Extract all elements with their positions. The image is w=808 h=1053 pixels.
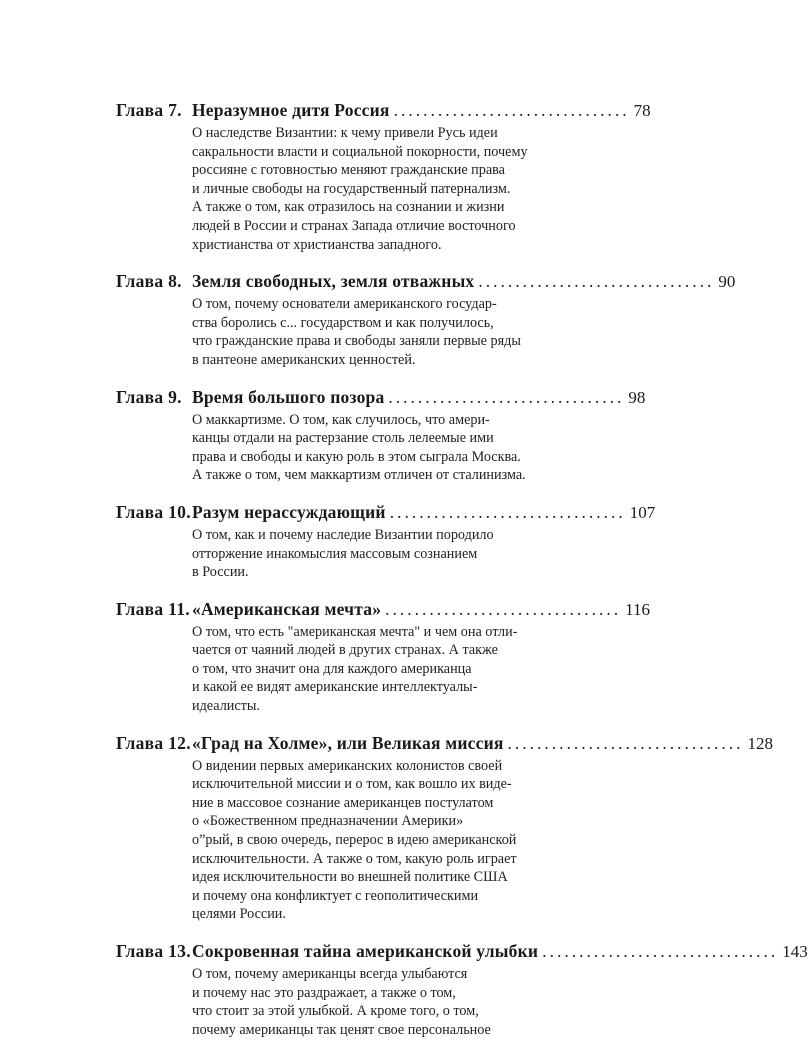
description-line: А также о том, как отразилось на сознании и жизни xyxy=(192,199,505,216)
description-line: людей в России и странах Запада отличие восточного xyxy=(192,217,516,234)
toc-entry-heading xyxy=(116,384,646,411)
chapter-description xyxy=(192,295,582,369)
chapter-description xyxy=(192,965,582,1039)
toc-entry-ch9 xyxy=(116,384,646,485)
chapter-title: Неразумное дитя Россия xyxy=(192,100,390,120)
description-line: права и свободы и какую роль в этом сыграла Москва. xyxy=(192,448,521,465)
leader-dots: ................................ xyxy=(393,100,630,120)
chapter-description xyxy=(192,124,582,254)
description-line: исключительной миссии и о том, как вошло их виде- xyxy=(192,776,512,793)
description-line: идея исключительности во внешней политике США xyxy=(192,869,508,886)
description-line: канцы отдали на растерзание столь лелеемые ими xyxy=(192,430,494,447)
page-number: 90 xyxy=(718,272,736,292)
chapter-description xyxy=(192,526,582,582)
toc-entry-heading xyxy=(116,499,656,526)
description-line: и почему нас это раздражает, а также о том, xyxy=(192,984,456,1001)
chapter-description xyxy=(192,623,582,716)
description-line: О том, почему американцы всегда улыбаются xyxy=(192,966,468,982)
page-number: 98 xyxy=(628,387,646,407)
leader-dots: ................................ xyxy=(507,732,744,753)
description-line: идеалисты. xyxy=(192,698,260,715)
leader-dots: ................................ xyxy=(478,271,715,292)
chapter-description xyxy=(192,757,582,924)
description-line: исключительности. А также о том, какую роль играет xyxy=(192,850,517,867)
chapter-title: Время большого позора xyxy=(192,386,385,407)
description-line: О том, как и почему наследие Византии породило xyxy=(192,526,494,543)
chapter-number: Глава 9. xyxy=(116,386,182,407)
toc-entry-ch11 xyxy=(116,596,651,716)
description-line: что гражданские права и свободы заняли первые ряды xyxy=(192,333,521,350)
table-of-contents xyxy=(116,97,808,1053)
description-line: сакральности власти и социальной покорности, почему xyxy=(192,143,528,160)
description-line: и личные свободы на государственный патернализм. xyxy=(192,180,511,197)
toc-entry-heading xyxy=(116,268,736,295)
description-line: о «Божественном предназначении Америки» xyxy=(192,813,464,830)
leader-dots: ................................ xyxy=(388,386,625,407)
description-line: россияне с готовностью меняют гражданские права xyxy=(192,162,505,179)
description-line: и какой ее видят американские интеллектуалы- xyxy=(192,679,478,696)
description-line: О том, что есть "американская мечта" и чем она отли- xyxy=(192,623,518,640)
chapter-number: Глава 8. xyxy=(116,271,182,292)
description-line: О том, почему основатели американского государ- xyxy=(192,296,497,313)
toc-entry-ch13 xyxy=(116,938,808,1039)
description-line: отторжение инакомыслия массовым сознанием xyxy=(192,545,478,562)
description-line: о”рый, в свою очередь, перерос в идею американской xyxy=(192,832,517,849)
toc-entry-heading xyxy=(116,730,774,757)
page-number: 107 xyxy=(629,502,656,522)
description-line: в пантеоне американских ценностей. xyxy=(192,351,416,368)
toc-entry-heading xyxy=(116,596,651,623)
description-line: о том, что значит она для каждого американца xyxy=(192,660,472,677)
description-line: в России. xyxy=(192,564,249,581)
toc-entry-ch8 xyxy=(116,268,736,369)
description-line: что стоит за этой улыбкой. А кроме того, о том, xyxy=(192,1003,479,1020)
description-line: целями России. xyxy=(192,906,286,923)
description-line: чается от чаяний людей в других странах. А также xyxy=(192,642,498,659)
description-line: ства боролись с... государством и как получилось, xyxy=(192,314,494,331)
page-number: 128 xyxy=(747,733,774,753)
chapter-number: Глава 11. xyxy=(116,598,190,619)
chapter-title: Земля свободных, земля отважных xyxy=(192,271,475,292)
chapter-title: «Град на Холме», или Великая миссия xyxy=(192,732,504,753)
chapter-number: Глава 12. xyxy=(116,732,191,753)
toc-entry-ch12 xyxy=(116,730,774,924)
description-line: А также о том, чем маккартизм отличен от сталинизма. xyxy=(192,467,526,484)
page-number: 143 xyxy=(782,942,808,961)
page-number: 78 xyxy=(633,101,651,120)
description-line: христианства от христианства западного. xyxy=(192,236,442,253)
description-line: ние в массовое сознание американцев постулатом xyxy=(192,794,494,811)
toc-entry-ch7 xyxy=(116,97,651,254)
description-line: и почему она конфликтует с геополитическими xyxy=(192,887,479,904)
toc-entry-heading xyxy=(116,97,651,124)
leader-dots: ................................ xyxy=(385,598,622,619)
toc-entry-heading xyxy=(116,938,808,965)
chapter-description xyxy=(192,411,582,485)
chapter-number: Глава 7. xyxy=(116,100,182,120)
page-number: 116 xyxy=(625,599,651,619)
leader-dots: ................................ xyxy=(542,941,779,961)
description-line: О маккартизме. О том, как случилось, что амери- xyxy=(192,411,490,428)
description-line: О видении первых американских колонистов своей xyxy=(192,757,503,774)
description-line: почему американцы так ценят свое персональное xyxy=(192,1021,491,1038)
chapter-title: Сокровенная тайна американской улыбки xyxy=(192,941,539,961)
toc-entry-ch10 xyxy=(116,499,656,582)
chapter-number: Глава 10. xyxy=(116,501,191,522)
chapter-title: «Американская мечта» xyxy=(192,598,382,619)
chapter-title: Разум нерассуждающий xyxy=(192,501,386,522)
description-line: О наследстве Византии: к чему привели Русь идеи xyxy=(192,125,498,141)
chapter-number: Глава 13. xyxy=(116,941,191,961)
leader-dots: ................................ xyxy=(389,501,626,522)
